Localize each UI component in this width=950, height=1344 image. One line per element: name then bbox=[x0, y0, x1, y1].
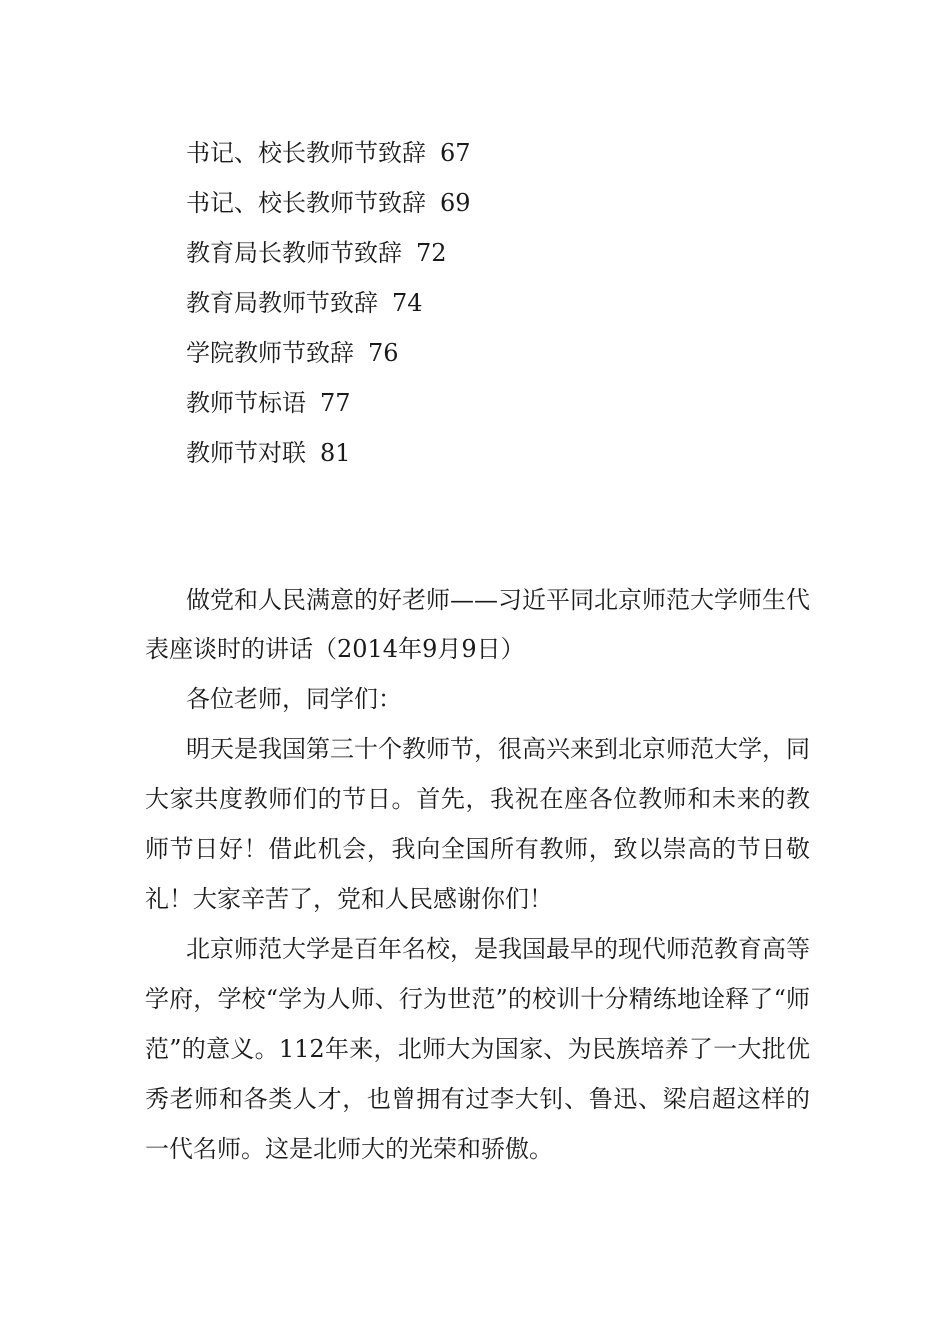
toc-entry bbox=[186, 178, 826, 228]
toc-entry-page: 67 bbox=[440, 139, 471, 167]
speech-article bbox=[145, 576, 810, 1174]
toc-entry-label: 学院教师节致辞 bbox=[186, 339, 354, 367]
toc-entry bbox=[186, 428, 826, 478]
toc-entry-label: 教育局教师节致辞 bbox=[186, 289, 378, 317]
toc-entry bbox=[186, 278, 826, 328]
toc-entry-page: 76 bbox=[368, 339, 399, 367]
toc-entry-label: 教师节对联 bbox=[186, 439, 306, 467]
table-of-contents bbox=[186, 128, 826, 478]
toc-entry-page: 72 bbox=[416, 239, 447, 267]
article-title: 做党和人民满意的好老师——习近平同北京师范大学师生代表座谈时的讲话（2014年9月9日） bbox=[145, 586, 810, 663]
toc-entry bbox=[186, 128, 826, 178]
body-paragraph: 北京师范大学是百年名校，是我国最早的现代师范教育高等学府，学校“学为人师、行为世范”的校训十分精练地诠释了“师范”的意义。112年来，北师大为国家、为民族培养了一大批优秀老师和各类人才，也曾拥有过李大钊、鲁迅、梁启超这样的一代名师。这是北师大的光荣和骄傲。 bbox=[145, 935, 810, 1163]
toc-entry-label: 教师节标语 bbox=[186, 389, 306, 417]
toc-entry bbox=[186, 228, 826, 278]
toc-entry-page: 81 bbox=[320, 439, 351, 467]
toc-entry-label: 书记、校长教师节致辞 bbox=[186, 189, 426, 217]
toc-entry-page: 69 bbox=[440, 189, 471, 217]
toc-entry-page: 77 bbox=[320, 389, 351, 417]
toc-entry-page: 74 bbox=[392, 289, 423, 317]
toc-entry bbox=[186, 328, 826, 378]
body-paragraph: 明天是我国第三十个教师节，很高兴来到北京师范大学，同大家共度教师们的节日。首先，我祝在座各位教师和未来的教师节日好！借此机会，我向全国所有教师，致以崇高的节日敬礼！大家辛苦了，党和人民感谢你们！ bbox=[145, 735, 810, 913]
salutation: 各位老师，同学们： bbox=[186, 685, 402, 713]
toc-entry bbox=[186, 378, 826, 428]
toc-entry-label: 书记、校长教师节致辞 bbox=[186, 139, 426, 167]
toc-entry-label: 教育局长教师节致辞 bbox=[186, 239, 402, 267]
